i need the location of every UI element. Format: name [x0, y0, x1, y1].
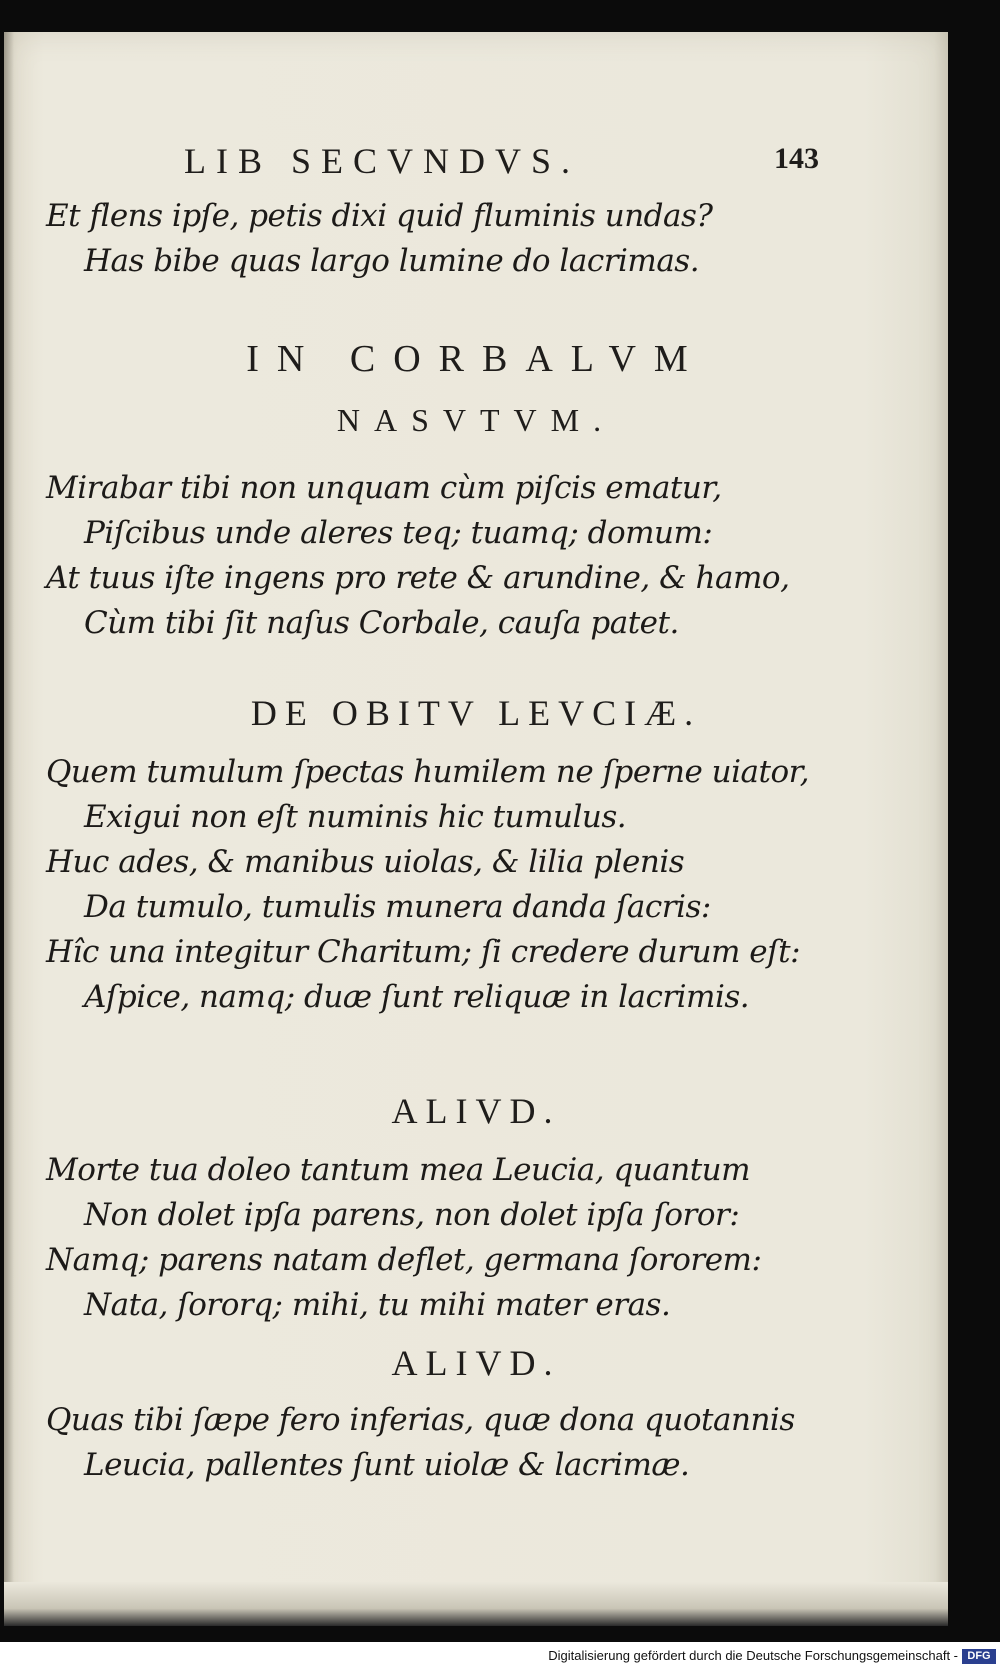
verse-line: Cùm tibi ſit naſus Corbale, cauſa patet.	[84, 605, 679, 641]
verse-line: Aſpice, namq; duæ ſunt reliquæ in lacrimis.	[84, 979, 750, 1015]
verse-line: Hîc una integitur Charitum; ſi credere durum eſt:	[46, 934, 801, 970]
dfg-logo-icon: DFG	[962, 1649, 996, 1664]
verse-line: Piſcibus unde aleres teq; tuamq; domum:	[84, 515, 713, 551]
running-head: LIB SECVNDVS.	[184, 141, 581, 181]
page-number: 143	[774, 142, 819, 175]
poem-title: ALIVD.	[391, 1091, 561, 1131]
verse-line: Namq; parens natam deflet, germana ſororem:	[46, 1242, 762, 1278]
verse-line: Huc ades, & manibus uiolas, & lilia plenis	[46, 844, 685, 880]
funding-credit: Digitalisierung gefördert durch die Deutsche Forschungsgemeinschaft -	[548, 1648, 958, 1663]
page-bottom-edge	[4, 1582, 948, 1626]
verse-line: Da tumulo, tumulis munera danda ſacris:	[84, 889, 711, 925]
poem-title: IN CORBALVM	[246, 338, 706, 380]
verse-line: Et flens ipſe, petis dixi quid fluminis undas?	[46, 198, 713, 234]
poem-title: DE OBITV LEVCIÆ.	[250, 693, 702, 733]
digitization-footer	[0, 1642, 1000, 1670]
verse-line: Quas tibi ſæpe fero inferias, quæ dona quotannis	[46, 1402, 795, 1438]
poem-title: ALIVD.	[391, 1343, 561, 1383]
poem-title-continued: NASVTVM.	[336, 402, 616, 438]
verse-line: Has bibe quas largo lumine do lacrimas.	[84, 243, 700, 279]
verse-line: Non dolet ipſa parens, non dolet ipſa ſoror:	[84, 1197, 740, 1233]
gutter-shadow	[4, 32, 14, 1626]
verse-line: Morte tua doleo tantum mea Leucia, quantum	[46, 1152, 751, 1188]
verse-line: Leucia, pallentes ſunt uiolæ & lacrimæ.	[84, 1447, 690, 1483]
verse-line: At tuus iſte ingens pro rete & arundine, & hamo,	[46, 560, 790, 596]
verse-line: Exigui non eſt numinis hic tumulus.	[84, 799, 627, 835]
book-page	[4, 32, 948, 1626]
verse-line: Mirabar tibi non unquam cùm piſcis ematur,	[46, 470, 722, 506]
verse-line: Quem tumulum ſpectas humilem ne ſperne uiator,	[46, 754, 809, 790]
verse-line: Nata, ſororq; mihi, tu mihi mater eras.	[84, 1287, 671, 1323]
